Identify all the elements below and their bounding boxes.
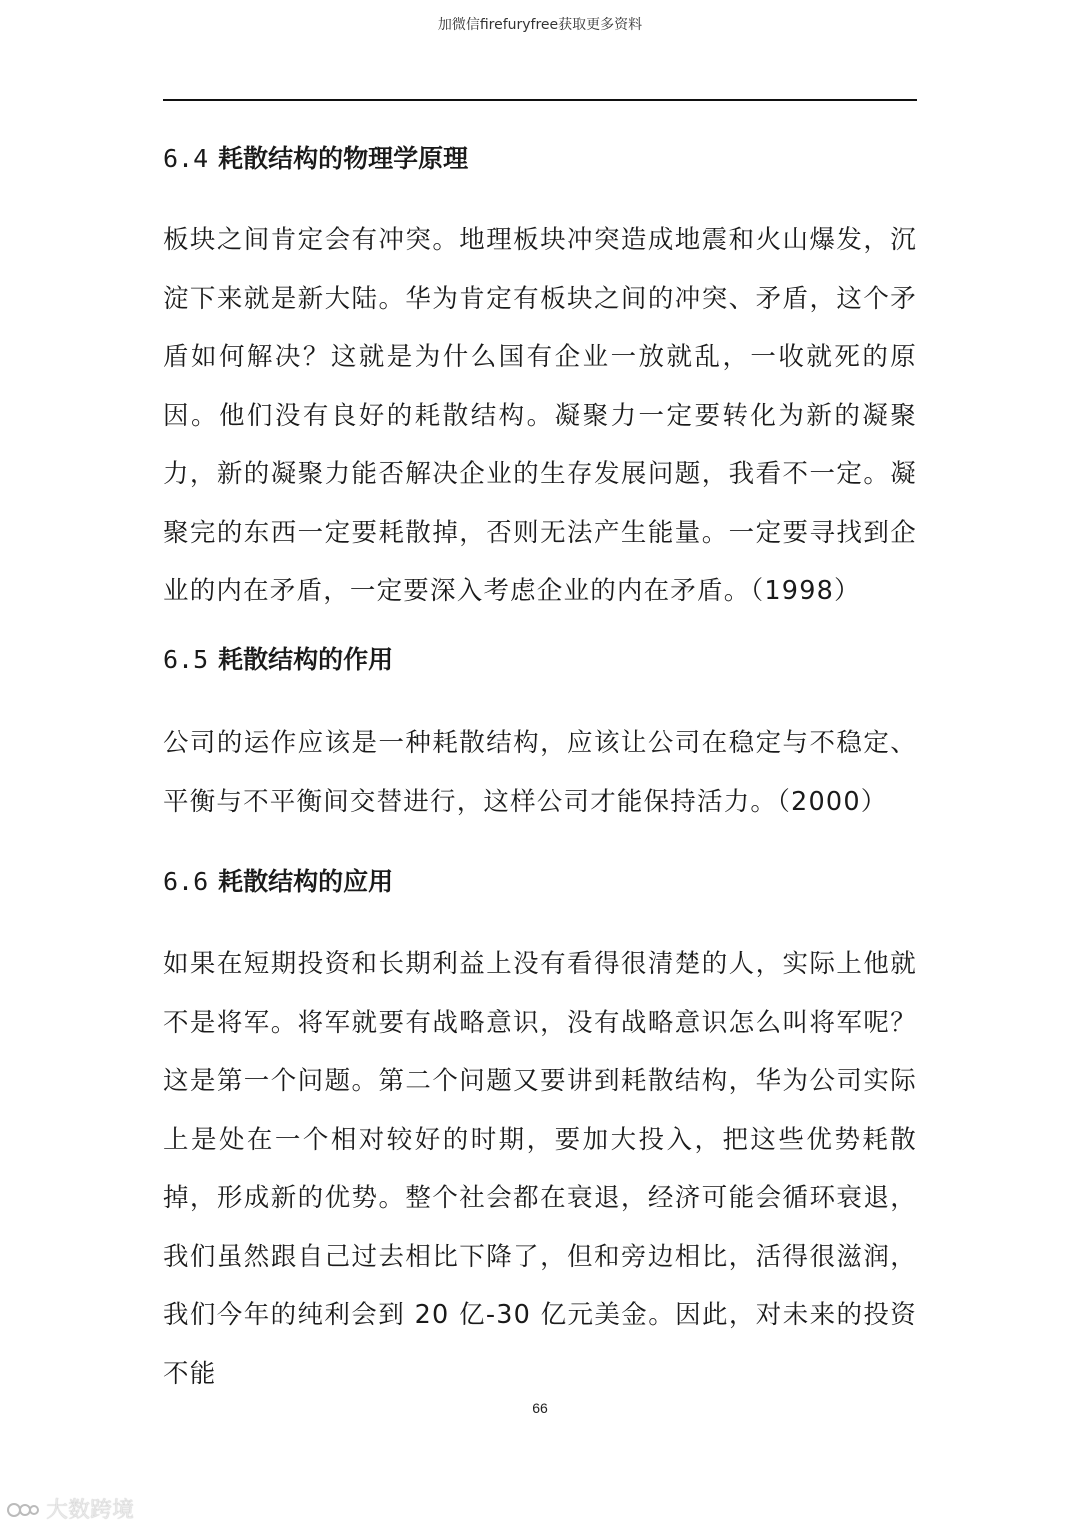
section-number: 6.6 bbox=[163, 867, 209, 896]
section-number: 6.4 bbox=[163, 144, 209, 173]
watermark-text: 大数跨境 bbox=[46, 1498, 135, 1523]
section-6-6 bbox=[163, 866, 917, 898]
section-heading bbox=[163, 143, 917, 175]
section-6-6-body bbox=[163, 935, 917, 1403]
section-6-4-body bbox=[163, 211, 917, 621]
header-divider bbox=[163, 99, 917, 101]
section-heading bbox=[163, 644, 917, 676]
section-title: 耗散结构的作用 bbox=[218, 645, 394, 674]
body-paragraph: 如果在短期投资和长期利益上没有看得很清楚的人，实际上他就不是将军。将军就要有战略意识，没有战略意识怎么叫将军呢？这是第一个问题。第二个问题又要讲到耗散结构，华为公司实际上是处在一个相对较好的时期，要加大投入，把这些优势耗散掉，形成新的优势。整个社会都在衰退，经济可能会循环衰退，我们虽然跟自己过去相比下降了，但和旁边相比，活得很滋润，我们今年的纯利会到 20 亿-30 亿元美金。因此，对未来的投资不能 bbox=[163, 949, 917, 1389]
page-number: 66 bbox=[532, 1400, 548, 1416]
page-header-text: 加微信firefuryfree获取更多资料 bbox=[437, 17, 643, 33]
watermark bbox=[6, 1493, 134, 1524]
section-title: 耗散结构的应用 bbox=[218, 867, 394, 896]
section-6-5 bbox=[163, 644, 917, 676]
section-heading bbox=[163, 866, 917, 898]
section-6-4 bbox=[163, 143, 917, 175]
section-6-5-body bbox=[163, 714, 917, 831]
body-paragraph: 公司的运作应该是一种耗散结构，应该让公司在稳定与不稳定、平衡与不平衡间交替进行，这样公司才能保持活力。（2000） bbox=[163, 728, 917, 817]
section-title: 耗散结构的物理学原理 bbox=[218, 144, 469, 173]
section-number: 6.5 bbox=[163, 645, 209, 674]
body-paragraph: 板块之间肯定会有冲突。地理板块冲突造成地震和火山爆发，沉淀下来就是新大陆。华为肯定有板块之间的冲突、矛盾，这个矛盾如何解决？这就是为什么国有企业一放就乱，一收就死的原因。他们没有良好的耗散结构。凝聚力一定要转化为新的凝聚力，新的凝聚力能否解决企业的生存发展问题，我看不一定。凝聚完的东西一定要耗散掉，否则无法产生能量。一定要寻找到企业的内在矛盾，一定要深入考虑企业的内在矛盾。（1998） bbox=[163, 225, 917, 606]
watermark-logo-icon bbox=[6, 1498, 40, 1520]
